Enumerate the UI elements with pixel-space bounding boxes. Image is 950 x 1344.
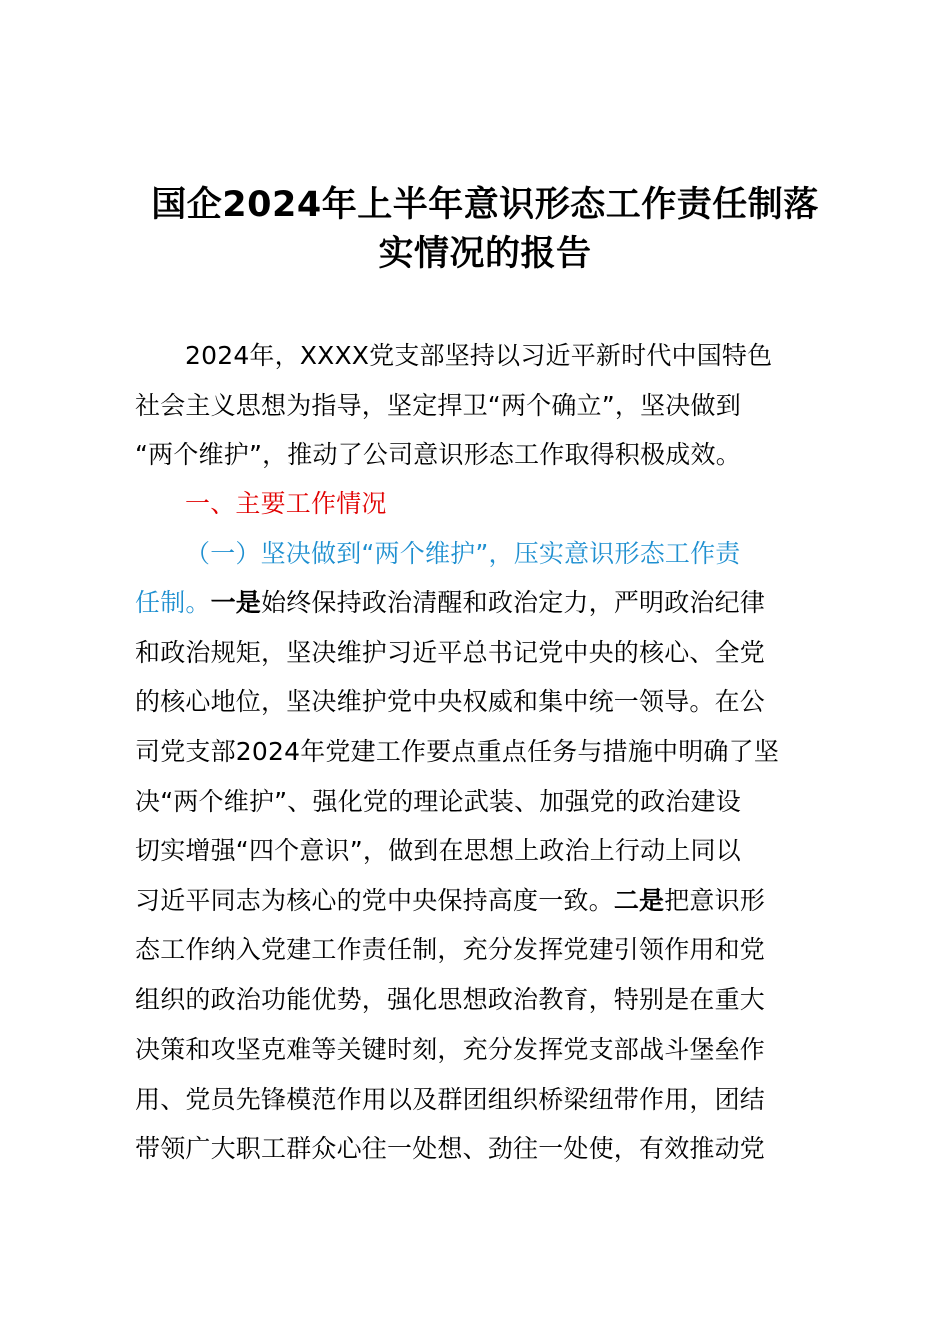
point-one-label: 一是 — [210, 588, 262, 617]
body-line-9: 态工作纳入党建工作责任制，充分发挥党建引领作用和党 — [135, 935, 766, 964]
body-line-10: 组织的政治功能优势，强化思想政治教育，特别是在重大 — [135, 985, 766, 1014]
body-line-7: 切实增强“四个意识”，做到在思想上政治上行动上同以 — [135, 836, 741, 865]
body-line-5: 司党支部2024年党建工作要点重点任务与措施中明确了坚 — [135, 737, 780, 766]
body-line-2 — [135, 583, 765, 623]
subsection-heading-line-2: 任制。 — [135, 588, 211, 617]
body-line-11: 决策和攻坚克难等关键时刻，充分发挥党支部战斗堡垒作 — [135, 1035, 766, 1064]
body-line-12: 用、党员先锋模范作用以及群团组织桥梁纽带作用，团结 — [135, 1085, 766, 1114]
intro-line-2: 社会主义思想为指导，坚定捍卫“两个确立”，坚决做到 — [135, 391, 741, 420]
document-title-line-2: 实情况的报告 — [378, 234, 592, 274]
body-line-8 — [135, 881, 765, 921]
point-two-text: 把意识形 — [664, 886, 766, 915]
document-title-line-1: 国企2024年上半年意识形态工作责任制落 — [151, 185, 819, 225]
body-line-4: 的核心地位，坚决维护党中央权威和集中统一领导。在公 — [135, 687, 766, 716]
subsection-heading-line-1: （一）坚决做到“两个维护”，压实意识形态工作责 — [185, 539, 741, 568]
intro-line-3: “两个维护”，推动了公司意识形态工作取得积极成效。 — [135, 440, 741, 469]
body-line-3: 和政治规矩，坚决维护习近平总书记党中央的核心、全党 — [135, 638, 766, 667]
section-heading: 一、主要工作情况 — [185, 489, 387, 518]
body-line-13: 带领广大职工群众心往一处想、劲往一处使，有效推动党 — [135, 1134, 766, 1163]
intro-line-1: 2024年，XXXX党支部坚持以习近平新时代中国特色 — [185, 341, 773, 370]
point-two-label: 二是 — [613, 886, 665, 915]
body-line-8-text: 习近平同志为核心的党中央保持高度一致。 — [135, 886, 614, 915]
body-line-6: 决“两个维护”、强化党的理论武装、加强党的政治建设 — [135, 787, 741, 816]
point-one-text: 始终保持政治清醒和政治定力，严明政治纪律 — [261, 588, 766, 617]
